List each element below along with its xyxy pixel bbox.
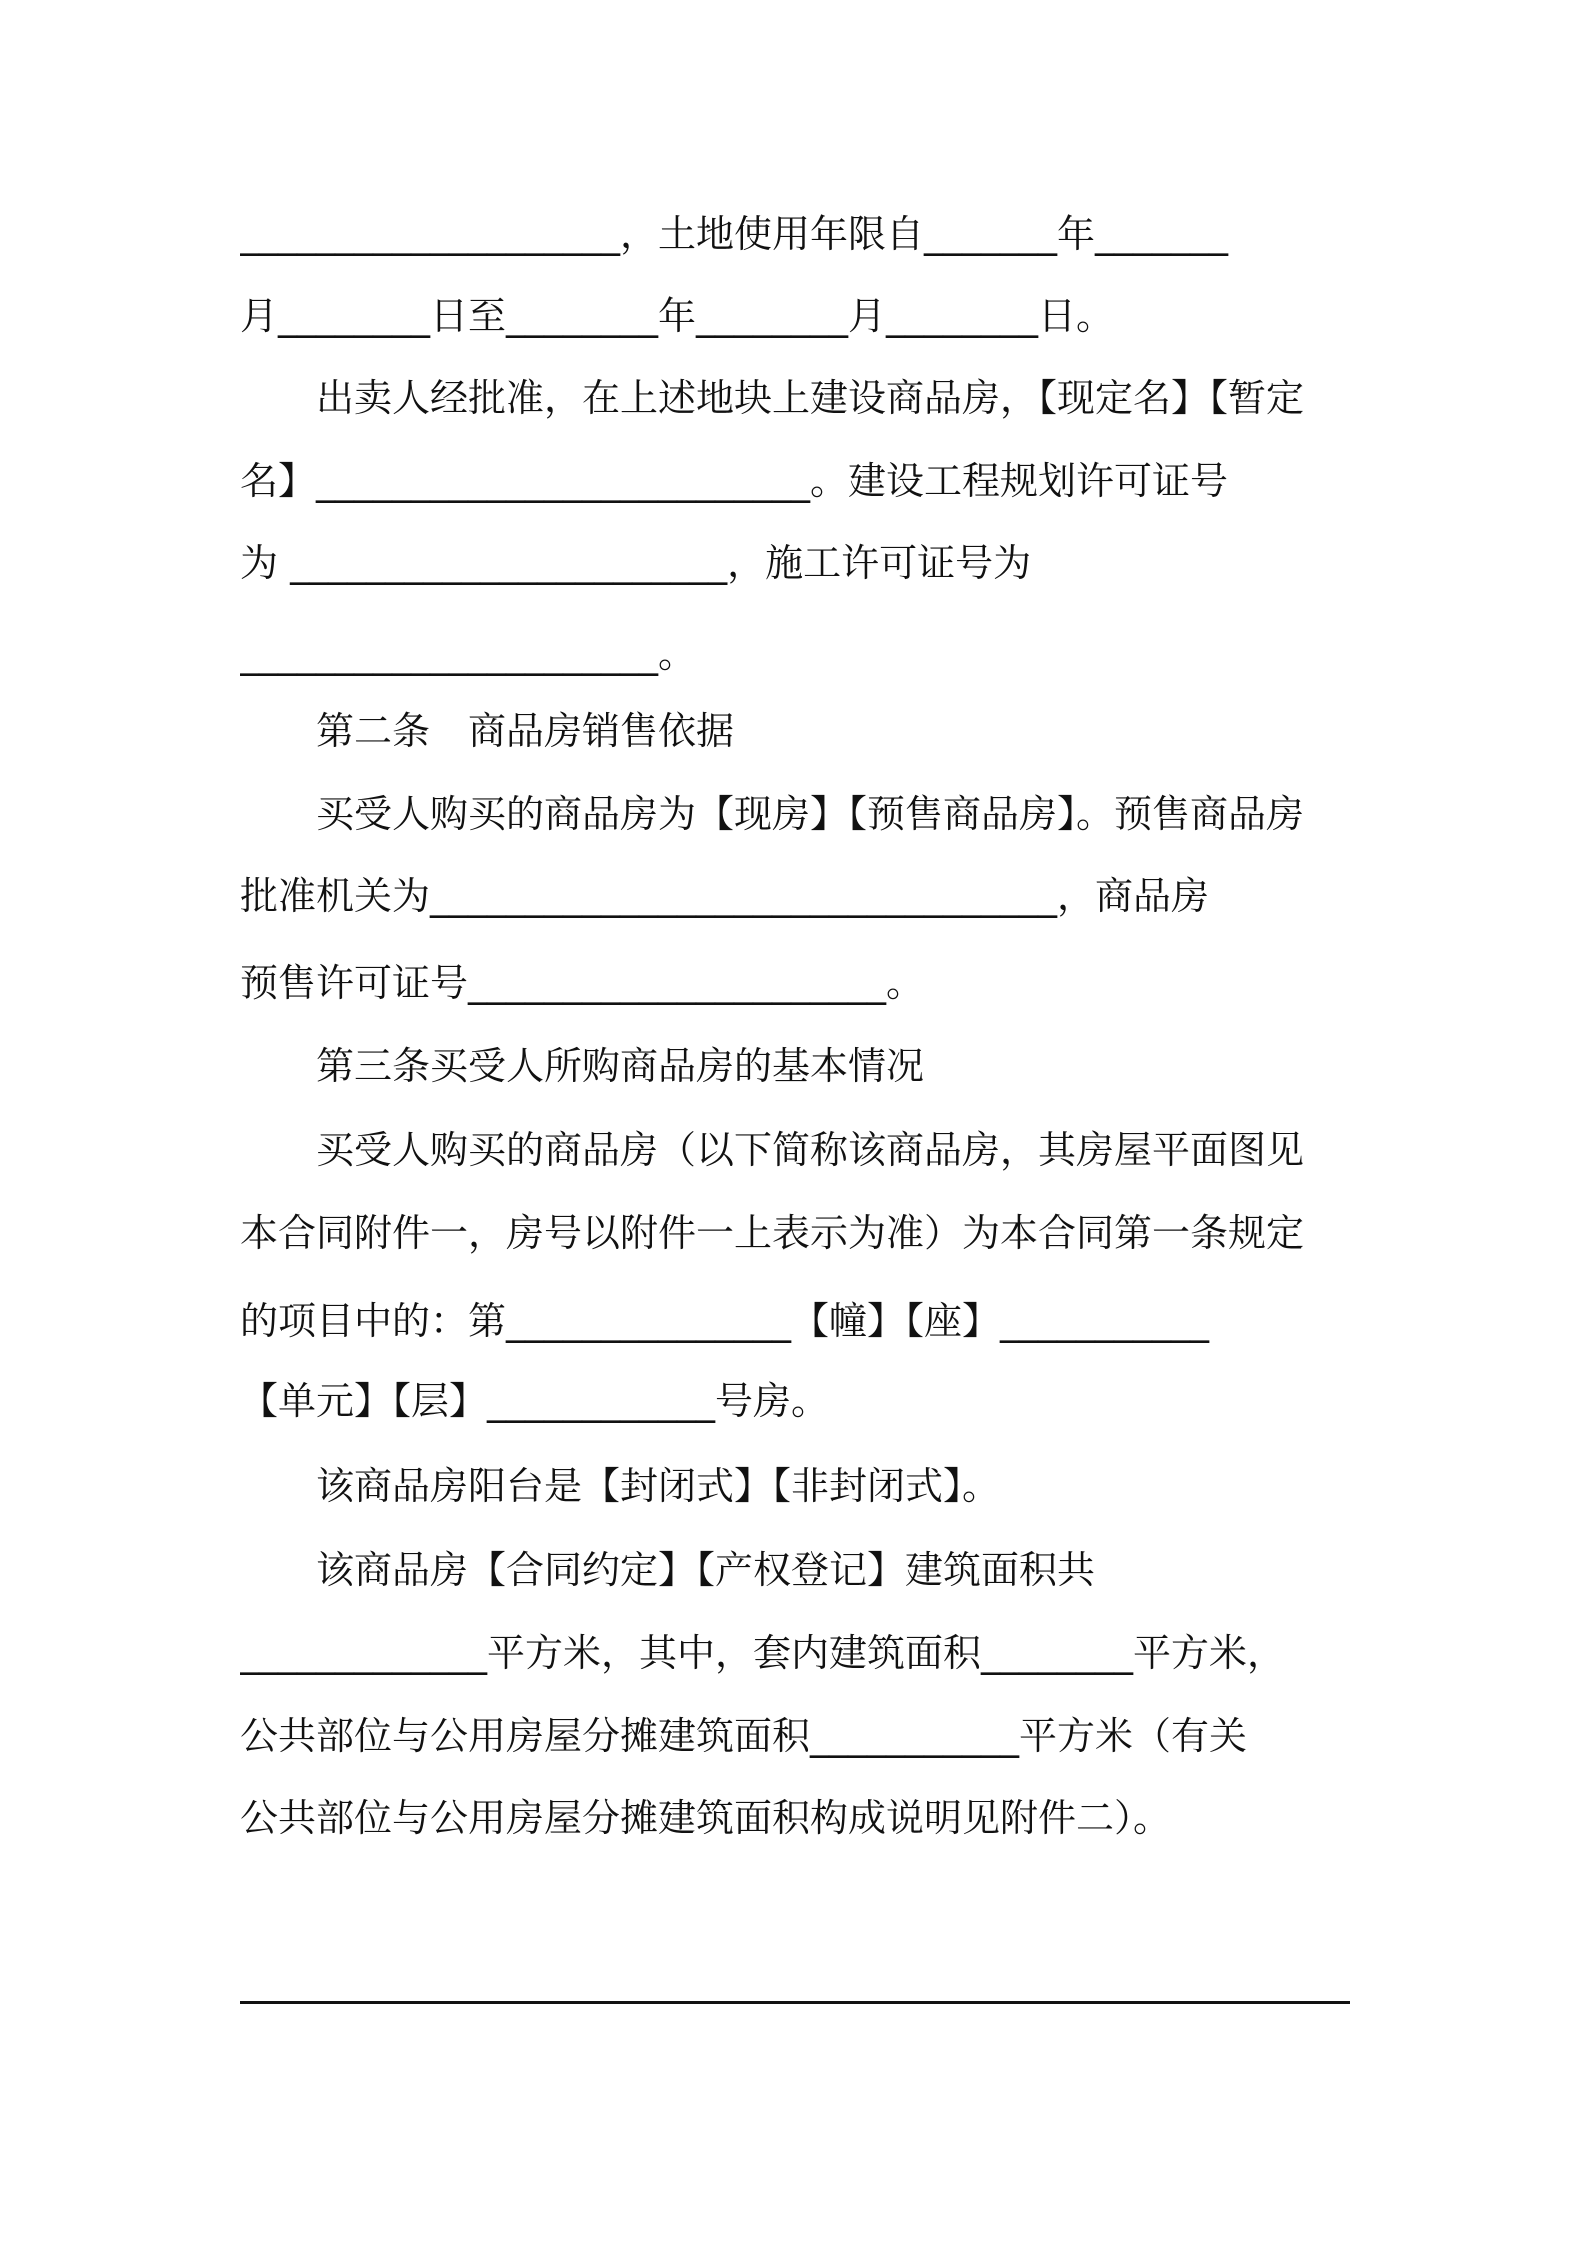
text-line-4: 名】__________________________。建设工程规划许可证号 [240, 459, 1229, 503]
text-line-10: 预售许可证号______________________。 [240, 961, 925, 1005]
text-line-15: 【单元】【层】____________号房。 [240, 1379, 830, 1423]
text-line-1: ____________________，土地使用年限自_______年_______ [240, 212, 1229, 256]
text-line-8: 买受人购买的商品房为【现房】【预售商品房】。预售商品房 [240, 792, 1305, 836]
text-line-19: 公共部位与公用房屋分摊建筑面积___________平方米（有关 [240, 1714, 1248, 1758]
text-line-14: 的项目中的：第_______________【幢】【座】___________ [240, 1299, 1210, 1343]
text-line-3: 出卖人经批准，在上述地块上建设商品房，【现定名】【暂定 [240, 376, 1305, 420]
section-heading-2: 第二条 商品房销售依据 [240, 709, 735, 753]
text-line-5: 为 _______________________，施工许可证号为 [240, 541, 1032, 585]
text-line-9: 批准机关为_________________________________，商品房 [240, 874, 1210, 918]
text-line-17: 该商品房【合同约定】【产权登记】建筑面积共 [240, 1548, 1096, 1592]
text-line-16: 该商品房阳台是【封闭式】【非封闭式】。 [240, 1464, 1001, 1508]
text-line-20: 公共部位与公用房屋分摊建筑面积构成说明见附件二）。 [240, 1796, 1172, 1840]
text-line-12: 买受人购买的商品房（以下简称该商品房，其房屋平面图见 [240, 1128, 1305, 1172]
footer-rule [240, 2001, 1350, 2004]
text-line-13: 本合同附件一，房号以附件一上表示为准）为本合同第一条规定 [240, 1211, 1305, 1255]
text-line-6: ______________________。 [240, 632, 697, 676]
section-heading-3: 第三条买受人所购商品房的基本情况 [240, 1044, 925, 1088]
text-line-18: _____________平方米，其中，套内建筑面积________平方米， [240, 1631, 1286, 1675]
text-line-2: 月________日至________年________月________日。 [240, 294, 1115, 338]
